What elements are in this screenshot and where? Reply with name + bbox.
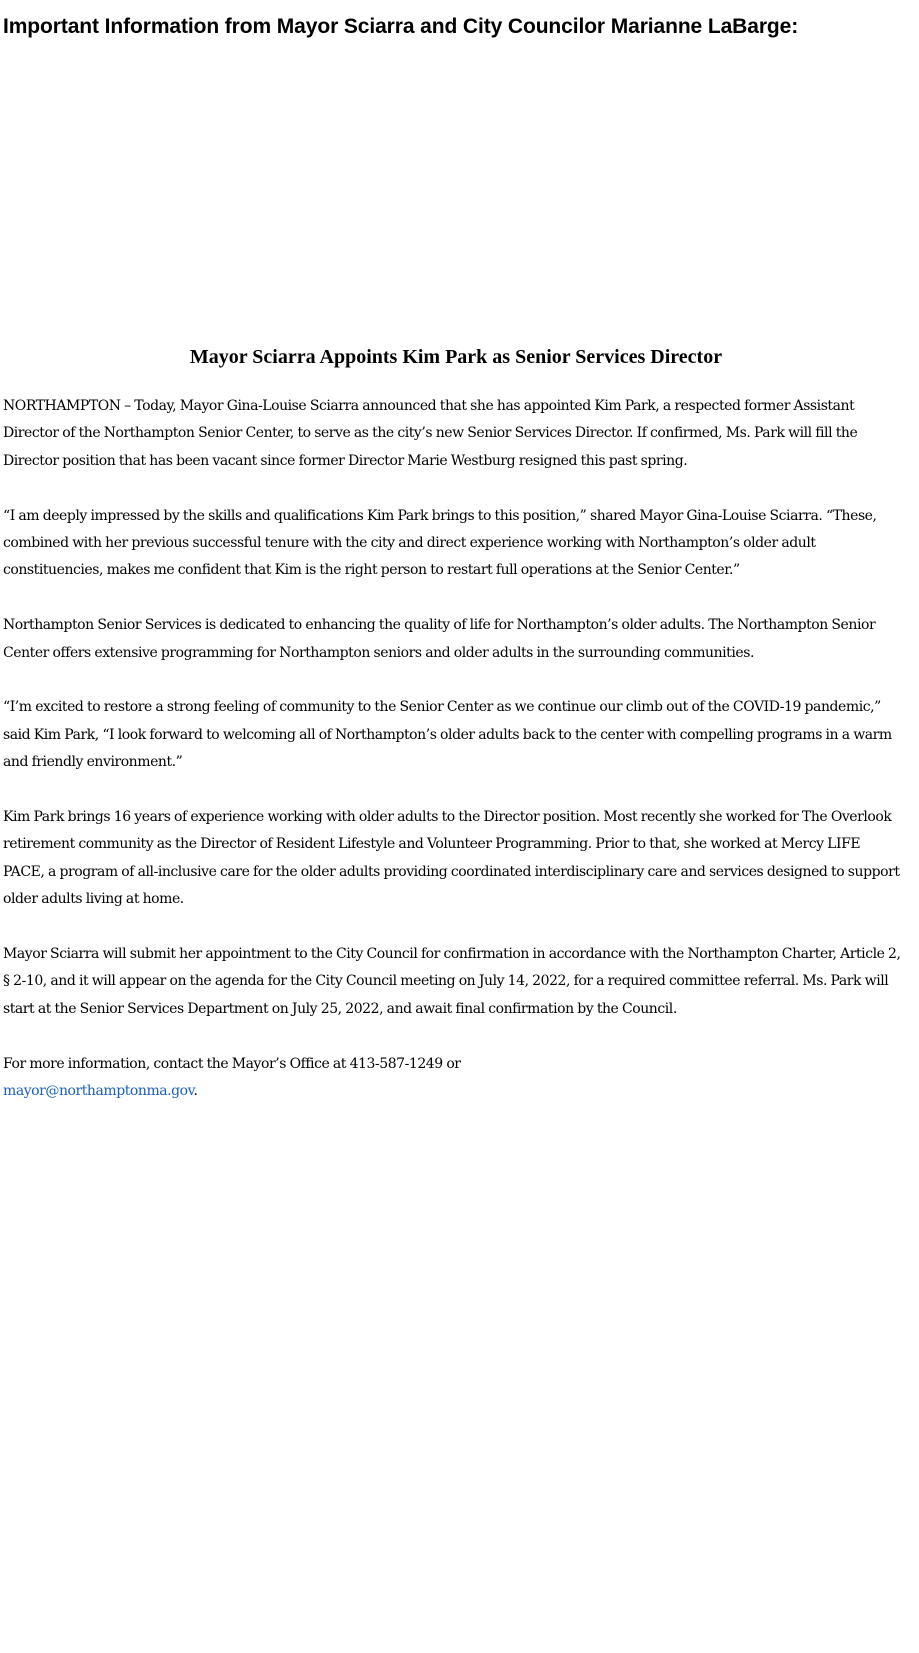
paragraph-announcement: NORTHAMPTON – Today, Mayor Gina-Louise Sciarra announced that she has appointed Kim Park, a respected former Assistant Director of the Northampton Senior Center, to serve as the city’s new Senior Services Director. If confirmed, Ms. Park will fill the Director position that has been vacant since former Director Marie Westburg resigned this past spring. xyxy=(3,398,858,469)
paragraph-experience: Kim Park brings 16 years of experience working with older adults to the Director position. Most recently she worked for The Overlook retirement community as the Director of Resident Lifestyle and Volunteer Programming. Prior to that, she worked at Mercy LIFE PACE, a program of all-inclusive care for the older adults providing coordinated interdisciplinary care and services designed to support older adults living at home. xyxy=(3,809,900,908)
paragraph-confirmation: Mayor Sciarra will submit her appointment to the City Council for confirmation in accordance with the Northampton Charter, Article 2, § 2-10, and it will appear on the agenda for the City Council meeting on July 14, 2022, for a required committee referral. Ms. Park will start at the Senior Services Department on July 25, 2022, and await final confirmation by the Council. xyxy=(3,946,901,1017)
contact-trailing: . xyxy=(193,1083,198,1100)
paragraph-contact xyxy=(3,1051,901,1106)
page-heading: Important Information from Mayor Sciarra and City Councilor Marianne LaBarge: xyxy=(3,15,799,38)
release-title: Mayor Sciarra Appoints Kim Park as Senior Services Director xyxy=(189,346,723,368)
blank-content-area xyxy=(0,50,919,340)
paragraph-mayor-quote: “I am deeply impressed by the skills and qualifications Kim Park brings to this position,” shared Mayor Gina-Louise Sciarra. “These, combined with her previous successful tenure with the city and direct experience working with Northampton’s older adult constituencies, makes me confident that Kim is the right person to restart full operations at the Senior Center.” xyxy=(3,507,877,579)
paragraph-senior-services: Northampton Senior Services is dedicated to enhancing the quality of life for Northampton’s older adults. The Northampton Senior Center offers extensive programming for Northampton seniors and older adults in the surrounding communities. xyxy=(3,617,876,661)
contact-text: For more information, contact the Mayor’s Office at 413-587-1249 or xyxy=(3,1055,461,1072)
contact-email-link[interactable]: mayor@northamptonma.gov xyxy=(3,1083,194,1100)
release-body xyxy=(3,393,901,1133)
paragraph-park-quote: “I’m excited to restore a strong feeling of community to the Senior Center as we continue our climb out of the COVID-19 pandemic,” said Kim Park, “I look forward to welcoming all of Northampton’s older adults back to the center with compelling programs in a warm and friendly environment.” xyxy=(3,699,892,771)
